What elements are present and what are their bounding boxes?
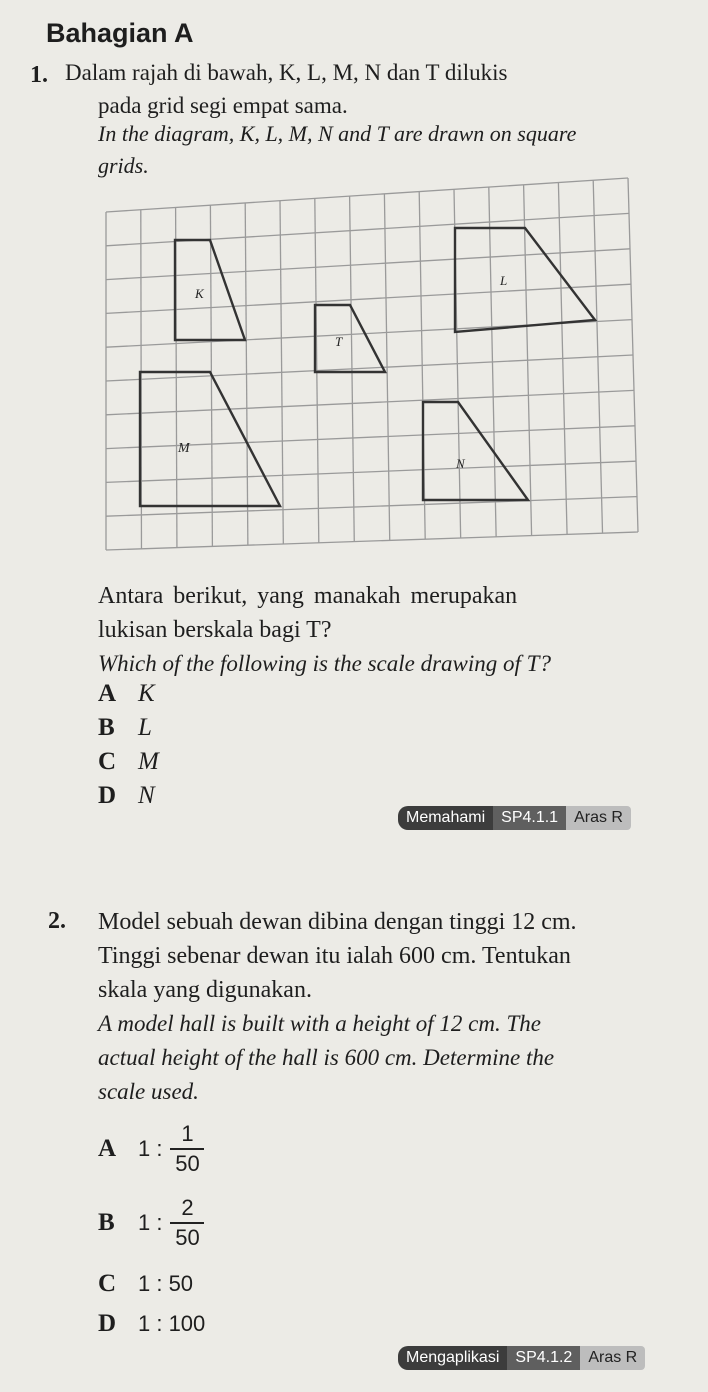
- question-2-malay-line-3: skala yang digunakan.: [98, 977, 312, 1003]
- option-prefix: 1 :: [138, 1210, 163, 1235]
- question-2-english-line-2: actual height of the hall is 600 cm. Determine the: [98, 1045, 555, 1070]
- question-2-english-line-1: A model hall is built with a height of 12 cm. The: [98, 1011, 541, 1036]
- question-1-option-b[interactable]: [98, 714, 152, 742]
- level-tag: Aras R: [566, 806, 631, 830]
- question-1-prompt-malay-line-1: Antara berikut, yang manakah merupakan: [98, 583, 518, 609]
- grid-line: [106, 284, 631, 313]
- label-l: L: [500, 273, 508, 288]
- shape-k: [175, 240, 245, 340]
- question-2-number: 2.: [48, 908, 66, 934]
- question-2-skill-tags: [398, 1346, 645, 1370]
- grid-line: [106, 390, 634, 414]
- label-m: M: [178, 441, 190, 456]
- option-letter: B: [98, 1209, 115, 1236]
- question-1-option-a[interactable]: [98, 680, 155, 708]
- question-1-option-d[interactable]: [98, 782, 155, 810]
- question-2-option-c[interactable]: [98, 1270, 193, 1298]
- label-t: T: [335, 334, 343, 349]
- grid-line: [106, 461, 636, 482]
- question-2-option-d[interactable]: [98, 1310, 205, 1338]
- question-2-option-a[interactable]: [98, 1122, 204, 1176]
- question-2-malay-line-1: Model sebuah dewan dibina dengan tinggi 12 cm.: [98, 909, 577, 935]
- grid-line: [106, 532, 638, 550]
- option-fraction: [170, 1122, 204, 1176]
- question-1-prompt-malay-line-2: lukisan berskala bagi T?: [98, 617, 332, 643]
- skill-tag: Mengaplikasi: [398, 1346, 507, 1370]
- option-text: 1 : 100: [138, 1311, 206, 1336]
- option-text: 1 : 50: [138, 1271, 194, 1296]
- question-1-number: 1.: [30, 62, 48, 88]
- question-2-option-b[interactable]: [98, 1196, 204, 1250]
- grid-line: [106, 178, 628, 212]
- label-k: K: [195, 286, 204, 301]
- question-2-english-line-3: scale used.: [98, 1079, 199, 1104]
- option-text: M: [138, 748, 159, 775]
- question-1-english-line-1: In the diagram, K, L, M, N and T are drawn on square: [98, 121, 577, 146]
- fraction-denominator: 50: [175, 1151, 200, 1176]
- standard-tag: SP4.1.1: [493, 806, 566, 830]
- option-letter: C: [98, 748, 117, 775]
- option-letter: D: [98, 1310, 117, 1337]
- option-prefix: 1 :: [138, 1136, 163, 1161]
- fraction-bar: [170, 1148, 204, 1150]
- section-title: Bahagian A: [46, 18, 194, 48]
- fraction-denominator: 50: [175, 1225, 200, 1250]
- fraction-numerator: 2: [181, 1195, 194, 1220]
- question-1-english-line-2: grids.: [98, 153, 149, 178]
- option-text: N: [138, 782, 155, 809]
- option-letter: B: [98, 714, 115, 741]
- label-n: N: [456, 456, 465, 471]
- fraction-numerator: 1: [181, 1121, 194, 1146]
- fraction-bar: [170, 1222, 204, 1224]
- question-1-prompt-english: Which of the following is the scale drawing of T?: [98, 651, 551, 676]
- skill-tag: Memahami: [398, 806, 493, 830]
- option-letter: D: [98, 782, 117, 809]
- option-letter: A: [98, 1135, 117, 1162]
- option-letter: C: [98, 1270, 117, 1297]
- option-text: L: [138, 714, 152, 741]
- shape-t: [315, 305, 385, 372]
- question-1-option-c[interactable]: [98, 748, 159, 776]
- standard-tag: SP4.1.2: [507, 1346, 580, 1370]
- option-text: K: [138, 680, 155, 707]
- level-tag: Aras R: [580, 1346, 645, 1370]
- shape-m: [140, 372, 280, 506]
- question-1-malay-line-2: pada grid segi empat sama.: [98, 93, 348, 118]
- question-1-skill-tags: [398, 806, 631, 830]
- question-1-malay-line-1: Dalam rajah di bawah, K, L, M, N dan T dilukis: [65, 60, 508, 85]
- grid-line: [106, 355, 633, 381]
- option-letter: A: [98, 680, 117, 707]
- square-grid-diagram: [0, 0, 708, 560]
- shape-n: [423, 402, 528, 500]
- question-2-malay-line-2: Tinggi sebenar dewan itu ialah 600 cm. Tentukan: [98, 943, 571, 969]
- option-fraction: [170, 1196, 204, 1250]
